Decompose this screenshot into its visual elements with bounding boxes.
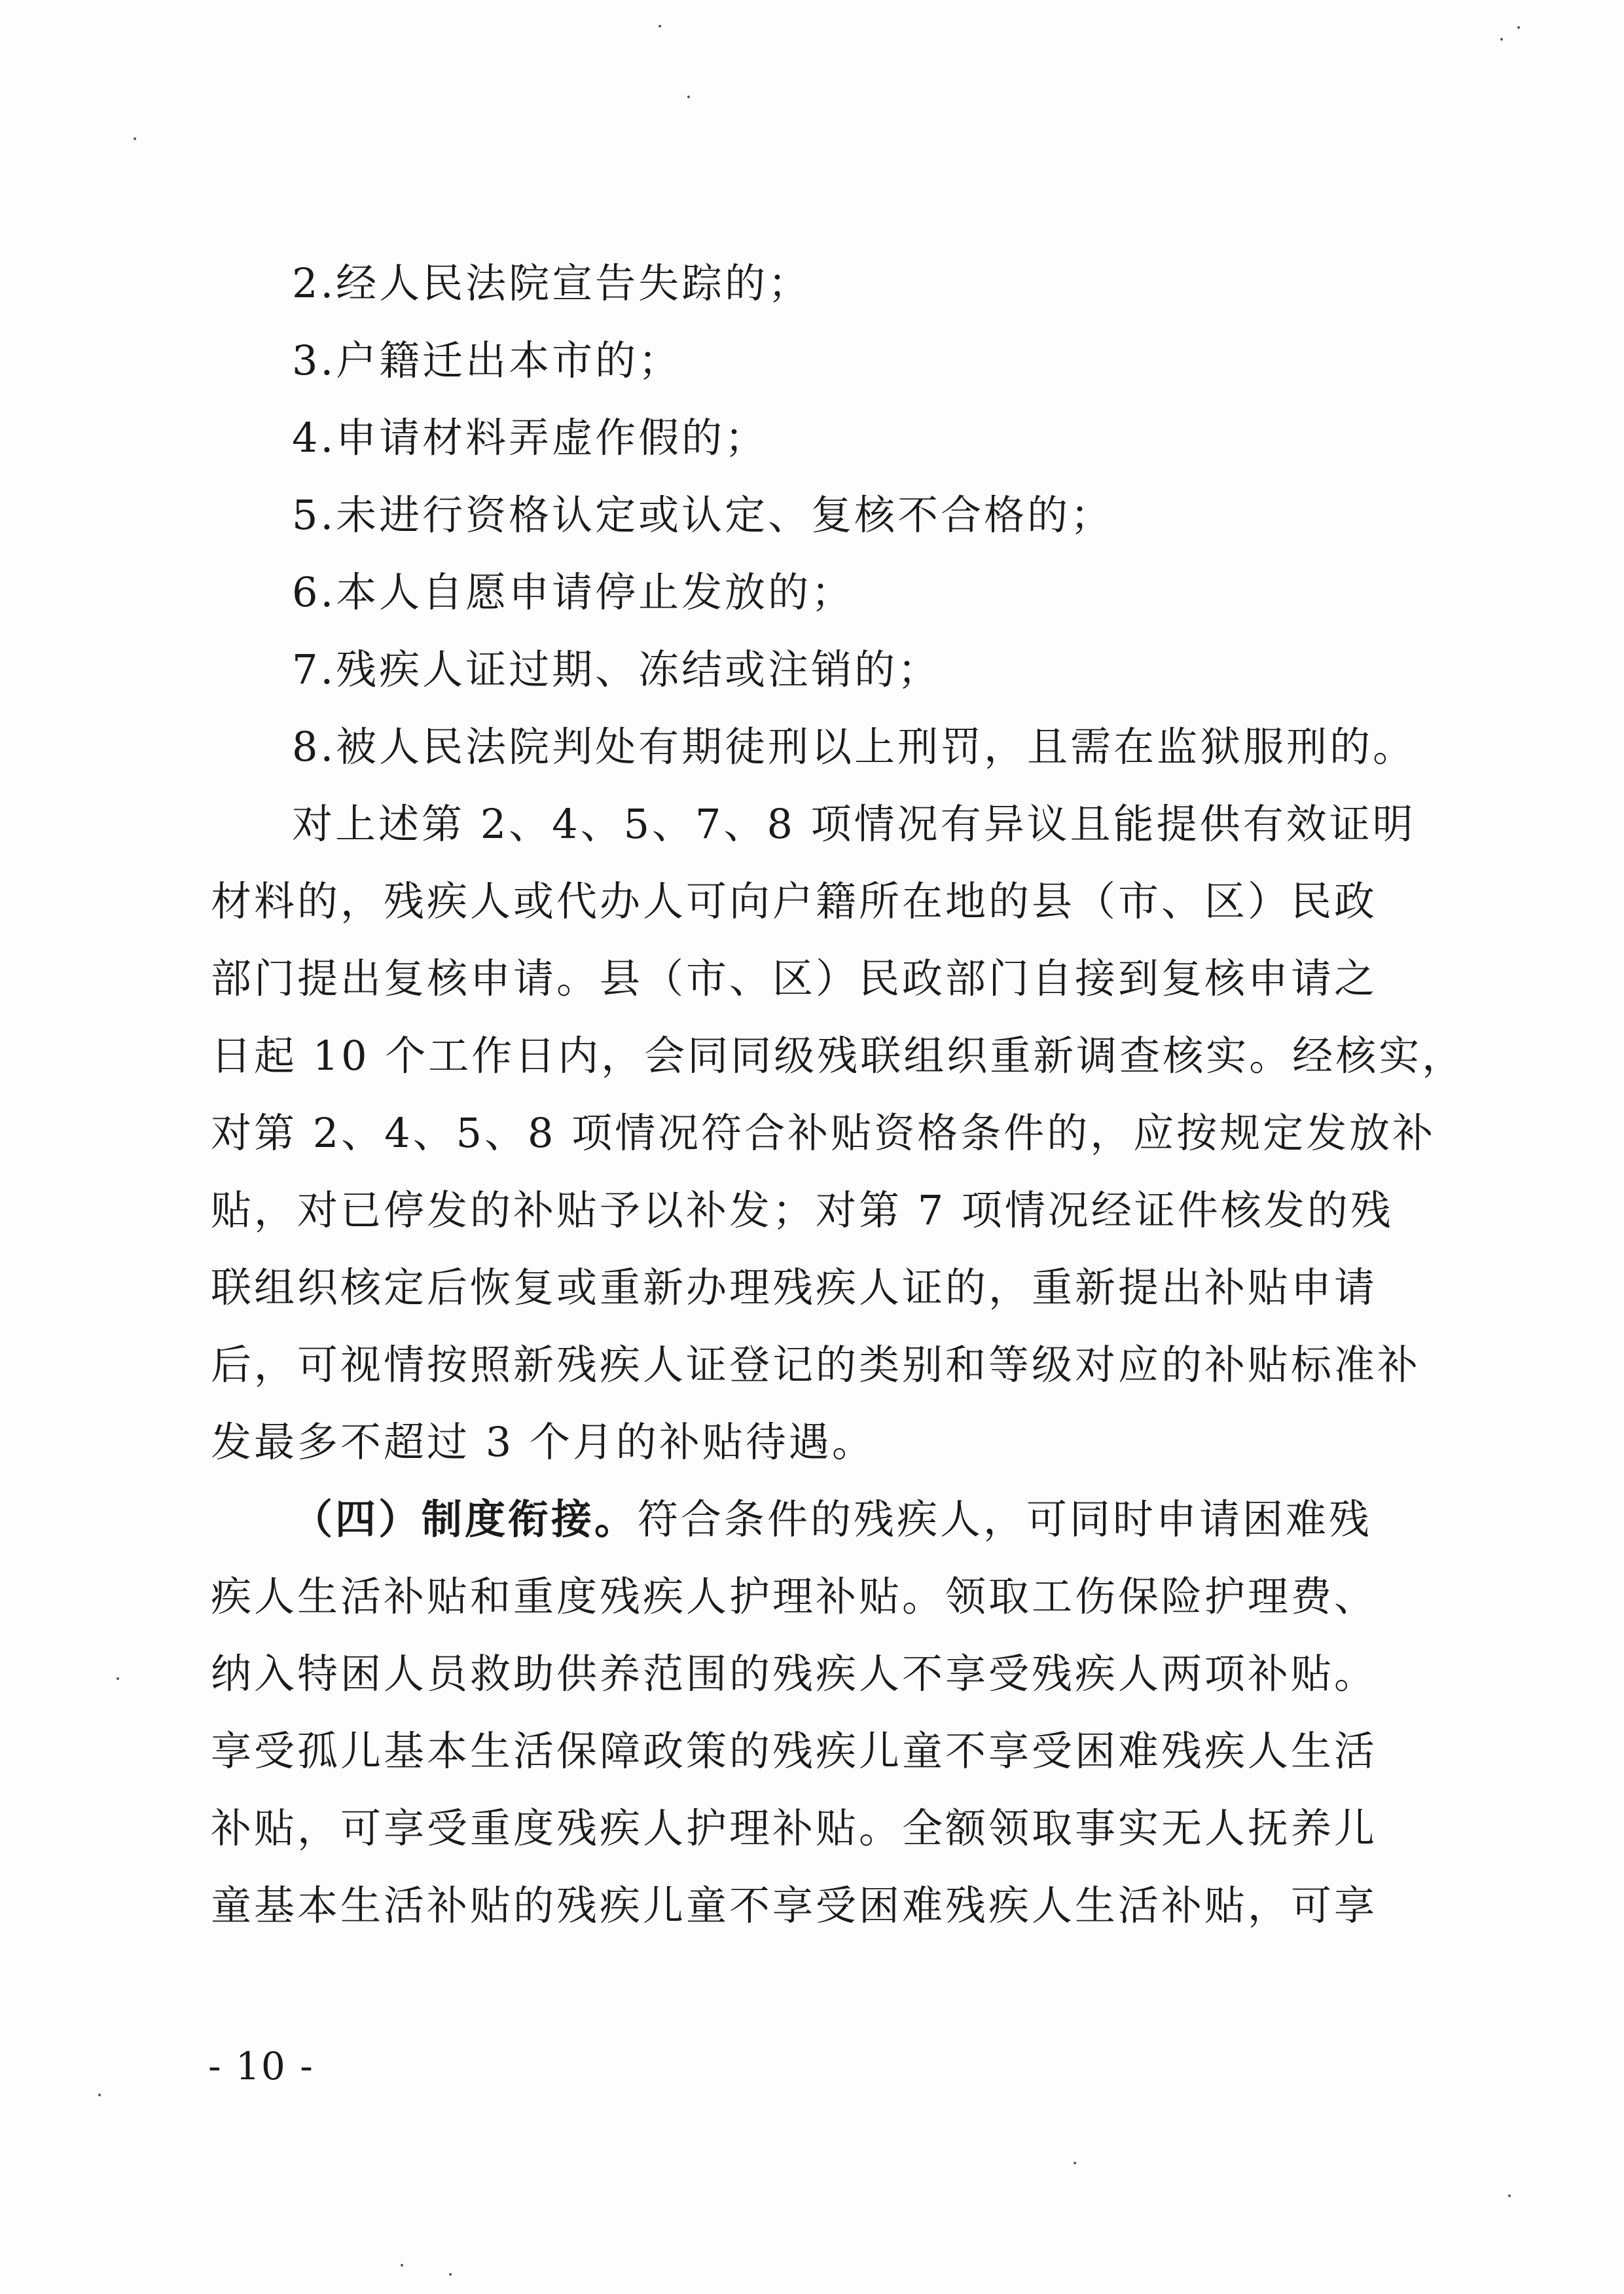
list-item-4: 4.申请材料弄虚作假的； bbox=[292, 414, 768, 462]
page-number: - 10 - bbox=[208, 2044, 314, 2088]
review-paragraph-line: 日起 10 个工作日内，会同同级残联组织重新调查核实。经核实， bbox=[211, 1032, 1466, 1080]
list-item-3: 3.户籍迁出本市的； bbox=[292, 337, 682, 384]
section-four-first-line bbox=[211, 1481, 1409, 1558]
review-paragraph-line: 对上述第 2、4、5、7、8 项情况有异议且能提供有效证明 bbox=[292, 800, 1416, 848]
scan-speck bbox=[134, 137, 136, 140]
section-four-line: 疾人生活补贴和重度残疾人护理补贴。领取工伤保险护理费、 bbox=[211, 1573, 1378, 1620]
scan-speck bbox=[449, 2273, 452, 2276]
list-item-5: 5.未进行资格认定或认定、复核不合格的； bbox=[292, 491, 1114, 539]
review-paragraph-line: 后，可视情按照新残疾人证登记的类别和等级对应的补贴标准补 bbox=[211, 1341, 1421, 1389]
review-paragraph-line: 对第 2、4、5、8 项情况符合补贴资格条件的，应按规定发放补 bbox=[211, 1109, 1436, 1157]
section-four-line: 童基本生活补贴的残疾儿童不享受困难残疾人生活补贴，可享 bbox=[211, 1882, 1378, 1929]
section-four-line: 纳入特困人员救助供养范围的残疾人不享受残疾人两项补贴。 bbox=[211, 1650, 1378, 1698]
section-four-first-line-text: 符合条件的残疾人，可同时申请困难残 bbox=[638, 1495, 1373, 1543]
review-paragraph-line: 贴，对已停发的补贴予以补发；对第 7 项情况经证件核发的残 bbox=[211, 1186, 1394, 1234]
scan-speck bbox=[687, 96, 690, 98]
section-four-heading: （四）制度衔接。 bbox=[292, 1495, 638, 1543]
scan-speck bbox=[1074, 2162, 1076, 2164]
section-four-line: 补贴，可享受重度残疾人护理补贴。全额领取事实无人抚养儿 bbox=[211, 1804, 1378, 1852]
scan-speck bbox=[401, 2264, 403, 2267]
scan-speck bbox=[659, 25, 661, 27]
document-body bbox=[211, 245, 1466, 1944]
scan-speck bbox=[1508, 2194, 1511, 2197]
review-paragraph-line: 发最多不超过 3 个月的补贴待遇。 bbox=[211, 1418, 875, 1466]
review-paragraph-line: 部门提出复核申请。县（市、区）民政部门自接到复核申请之 bbox=[211, 955, 1378, 1002]
scan-speck bbox=[117, 1677, 119, 1680]
section-four-line: 享受孤儿基本生活保障政策的残疾儿童不享受困难残疾人生活 bbox=[211, 1727, 1378, 1775]
list-item-8: 8.被人民法院判处有期徒刑以上刑罚，且需在监狱服刑的。 bbox=[292, 723, 1416, 771]
list-item-2: 2.经人民法院宣告失踪的； bbox=[292, 259, 812, 307]
list-item-7: 7.残疾人证过期、冻结或注销的； bbox=[292, 646, 941, 693]
review-paragraph-line: 材料的，残疾人或代办人可向户籍所在地的县（市、区）民政 bbox=[211, 877, 1378, 925]
scan-speck bbox=[98, 2094, 101, 2096]
scan-speck bbox=[1500, 38, 1503, 41]
review-paragraph-line: 联组织核定后恢复或重新办理残疾人证的，重新提出补贴申请 bbox=[211, 1264, 1378, 1311]
scan-speck bbox=[1517, 26, 1520, 29]
list-item-6: 6.本人自愿申请停止发放的； bbox=[292, 568, 855, 616]
